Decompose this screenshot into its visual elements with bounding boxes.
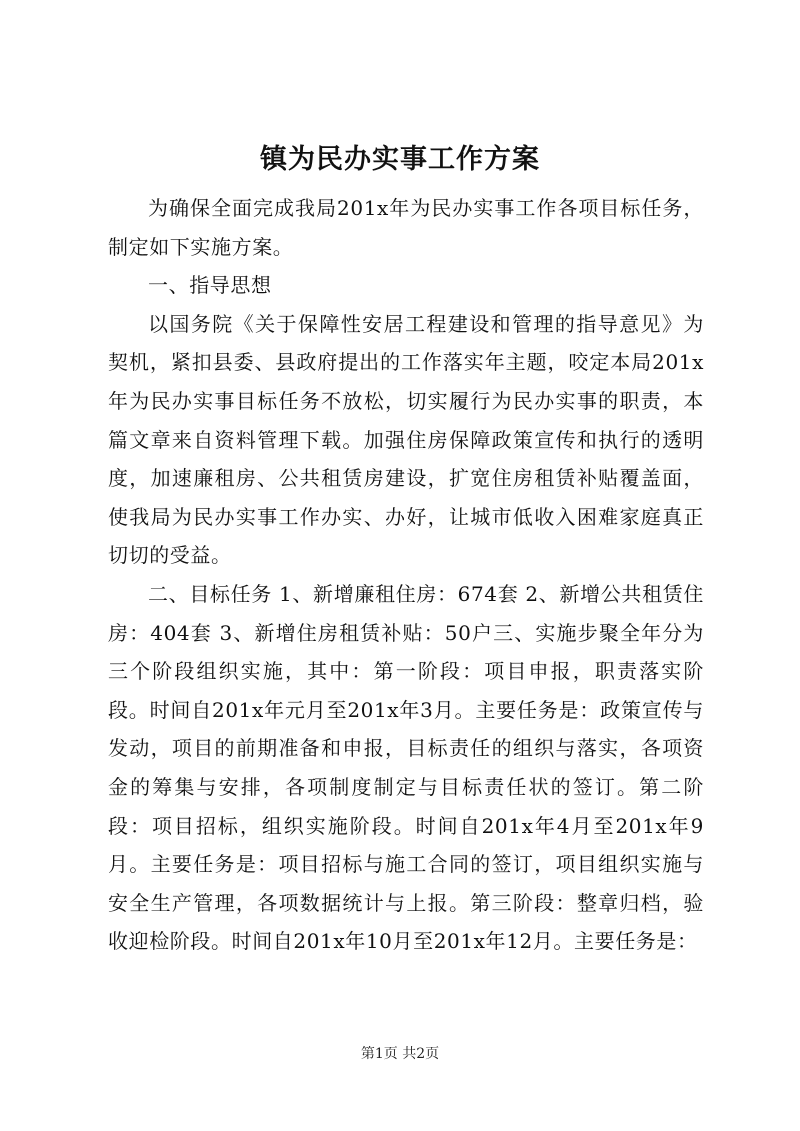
document-body bbox=[108, 189, 704, 961]
page-number-footer: 第1页 共2页 bbox=[360, 1046, 440, 1062]
page-title: 镇为民办实事工作方案 bbox=[260, 144, 540, 175]
section-heading-guiding-ideology: 一、指导思想 bbox=[148, 273, 272, 298]
paragraph-guiding-ideology: 以国务院《关于保障性安居工程建设和管理的指导意见》为契机，紧扣县委、县政府提出的工作落实年主题，咬定本局201x年为民办实事目标任务不放松，切实履行为民办实事的职责，本篇文章来自资料管理下载。加强住房保障政策宣传和执行的透明度，加速廉租房、公共租赁房建设，扩宽住房租赁补贴覆盖面，使我局为民办实事工作办实、办好，让城市低收入困难家庭真正切切的受益。 bbox=[108, 311, 704, 568]
paragraph-goals-and-steps: 二、目标任务 1、新增廉租住房：674套 2、新增公共租赁住房：404套 3、新增住房租赁补贴：50户三、实施步聚全年分为三个阶段组织实施，其中：第一阶段：项目申报，职责落实阶段。时间自201x年元月至201x年3月。主要任务是：政策宣传与发动，项目的前期准备和申报，目标责任的组织与落实，各项资金的筹集与安排，各项制度制定与目标责任状的签订。第二阶段：项目招标，组织实施阶段。时间自201x年4月至201x年9月。主要任务是：项目招标与施工合同的签订，项目组织实施与安全生产管理，各项数据统计与上报。第三阶段：整章归档，验收迎检阶段。时间自201x年10月至201x年12月。主要任务是： bbox=[108, 581, 704, 954]
paragraph-intro: 为确保全面完成我局201x年为民办实事工作各项目标任务，制定如下实施方案。 bbox=[108, 196, 704, 259]
